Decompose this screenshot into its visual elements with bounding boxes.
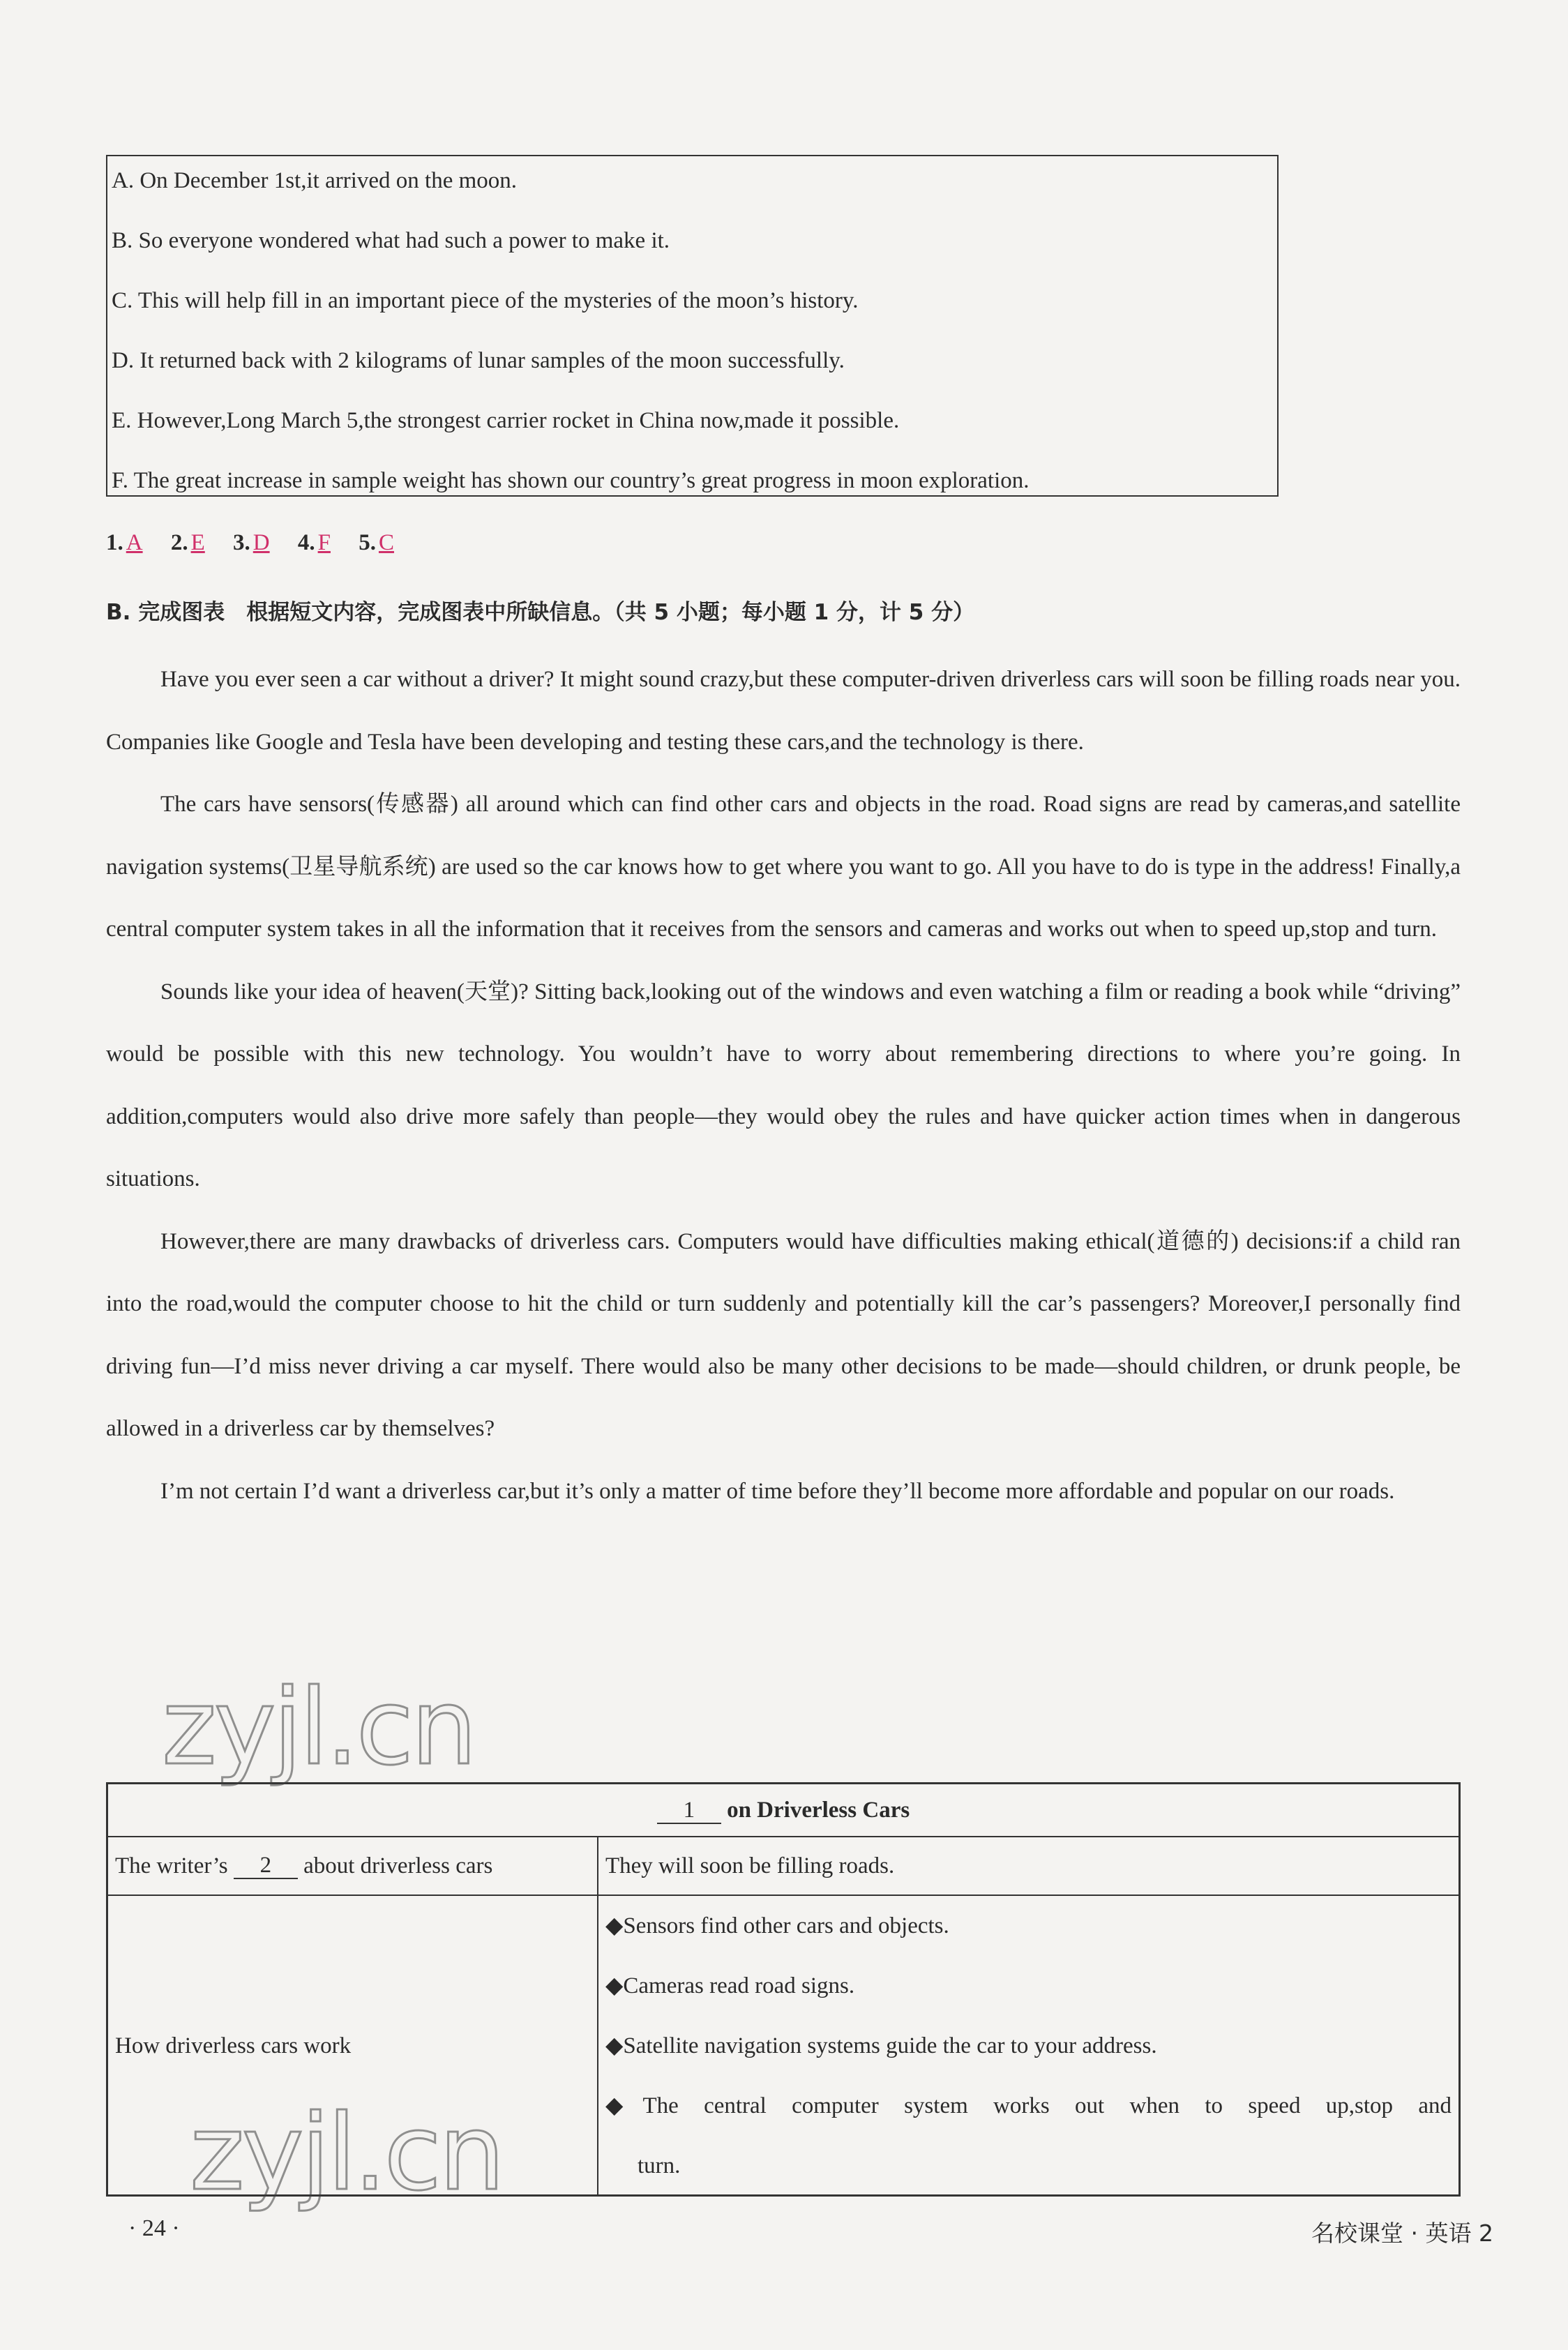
paragraph-5: I’m not certain I’d want a driverless car,but it’s only a matter of time before they’ll become more affordable and popular on our roads. [160, 1478, 1395, 1504]
answer-number: 4. [297, 530, 315, 555]
option-a: A. On December 1st,it arrived on the moon. [112, 168, 518, 193]
row1-right: They will soon be filling roads. [605, 1853, 895, 1878]
paragraph-3: Sounds like your idea of heaven(天堂)? Sitting back,looking out of the windows and even watching a film or reading a book while “driving” would be possible with this new technology. You wouldn’t have to worry about remembering directions to where you’re going. In addition,computers would also drive more safely than people—they would obey the rules and have quicker action times when in dangerous situations. [106, 979, 1461, 1191]
answer-item [233, 530, 273, 555]
row2-right [598, 1896, 1458, 2197]
option-e: E. However,Long March 5,the strongest carrier rocket in China now,made it possible. [112, 408, 900, 433]
option-f: F. The great increase in sample weight has shown our country’s great progress in moon exploration. [112, 468, 1030, 493]
bullet-item: ◆Cameras read road signs. [605, 1973, 855, 1998]
answer-value: E [190, 530, 205, 555]
answer-key [106, 530, 416, 556]
answer-number: 2. [170, 530, 188, 555]
passage [106, 649, 1461, 1523]
answer-item [359, 530, 397, 555]
answer-number: 1. [106, 530, 123, 555]
table-row [108, 1837, 1458, 1896]
paragraph-4: However,there are many drawbacks of driverless cars. Computers would have difficulties making ethical(道德的) decisions:if a child ran into the road,would the computer choose to hit the child or turn suddenly and potentially kill the car’s passengers? Moreover,I personally find driving fun—I’d miss never driving a car myself. There would also be many other decisions to be made—should children, or drunk people, be allowed in a driverless car by themselves? [106, 1228, 1461, 1441]
page-number: · 24 · [128, 2215, 180, 2241]
row1-left-text-after: about driverless cars [303, 1853, 493, 1878]
option-b: B. So everyone wondered what had such a power to make it. [112, 228, 670, 253]
bullet-item: ◆Satellite navigation systems guide the car to your address. [605, 2033, 1157, 2058]
bullet-continuation: turn. [638, 2153, 681, 2178]
bullet-item: ◆The central computer system works out when to speed up,stop and [605, 2093, 1452, 2118]
answer-item [171, 530, 208, 555]
option-d: D. It returned back with 2 kilograms of lunar samples of the moon successfully. [112, 348, 845, 373]
section-title: B. 完成图表 根据短文内容，完成图表中所缺信息。（共 5 小题；每小题 1 分，计 5 分） [106, 600, 975, 625]
answer-value: A [126, 530, 143, 555]
table-header [108, 1784, 1458, 1837]
answer-value: C [378, 530, 394, 555]
watermark: zyjl.cn [162, 1667, 475, 1788]
book-title: 名校课堂 · 英语 2 [1311, 2220, 1493, 2247]
options-box [106, 155, 1279, 497]
option-c: C. This will help fill in an important piece of the mysteries of the moon’s history. [112, 288, 859, 313]
row1-left-text: The writer’s [115, 1853, 228, 1878]
row2-left: How driverless cars work [108, 1896, 598, 2197]
blank-2[interactable]: 2 [234, 1853, 298, 1879]
blank-1[interactable]: 1 [657, 1798, 721, 1824]
answer-value: D [252, 530, 270, 555]
answer-number: 5. [359, 530, 376, 555]
watermark: zyjl.cn [190, 2093, 503, 2214]
table-title: on Driverless Cars [727, 1798, 910, 1823]
paragraph-1: Have you ever seen a car without a driver? It might sound crazy,but these computer-driven driverless cars will soon be filling roads near you. Companies like Google and Tesla have been developing and testing these cars,and the technology is there. [106, 667, 1461, 755]
answer-item [298, 530, 333, 555]
bullet-item: ◆Sensors find other cars and objects. [605, 1913, 949, 1938]
answer-number: 3. [233, 530, 250, 555]
paragraph-2: The cars have sensors(传感器) all around which can find other cars and objects in the road. Road signs are read by cameras,and satellite navigation systems(卫星导航系统) are used so the car knows how to get where you want to go. All you have to do is type in the address! Finally,a central computer system takes in all the information that it receives from the sensors and cameras and works out when to speed up,stop and turn. [106, 792, 1461, 942]
row1-left [108, 1837, 598, 1895]
answer-item [106, 530, 146, 555]
answer-value: F [317, 530, 331, 555]
